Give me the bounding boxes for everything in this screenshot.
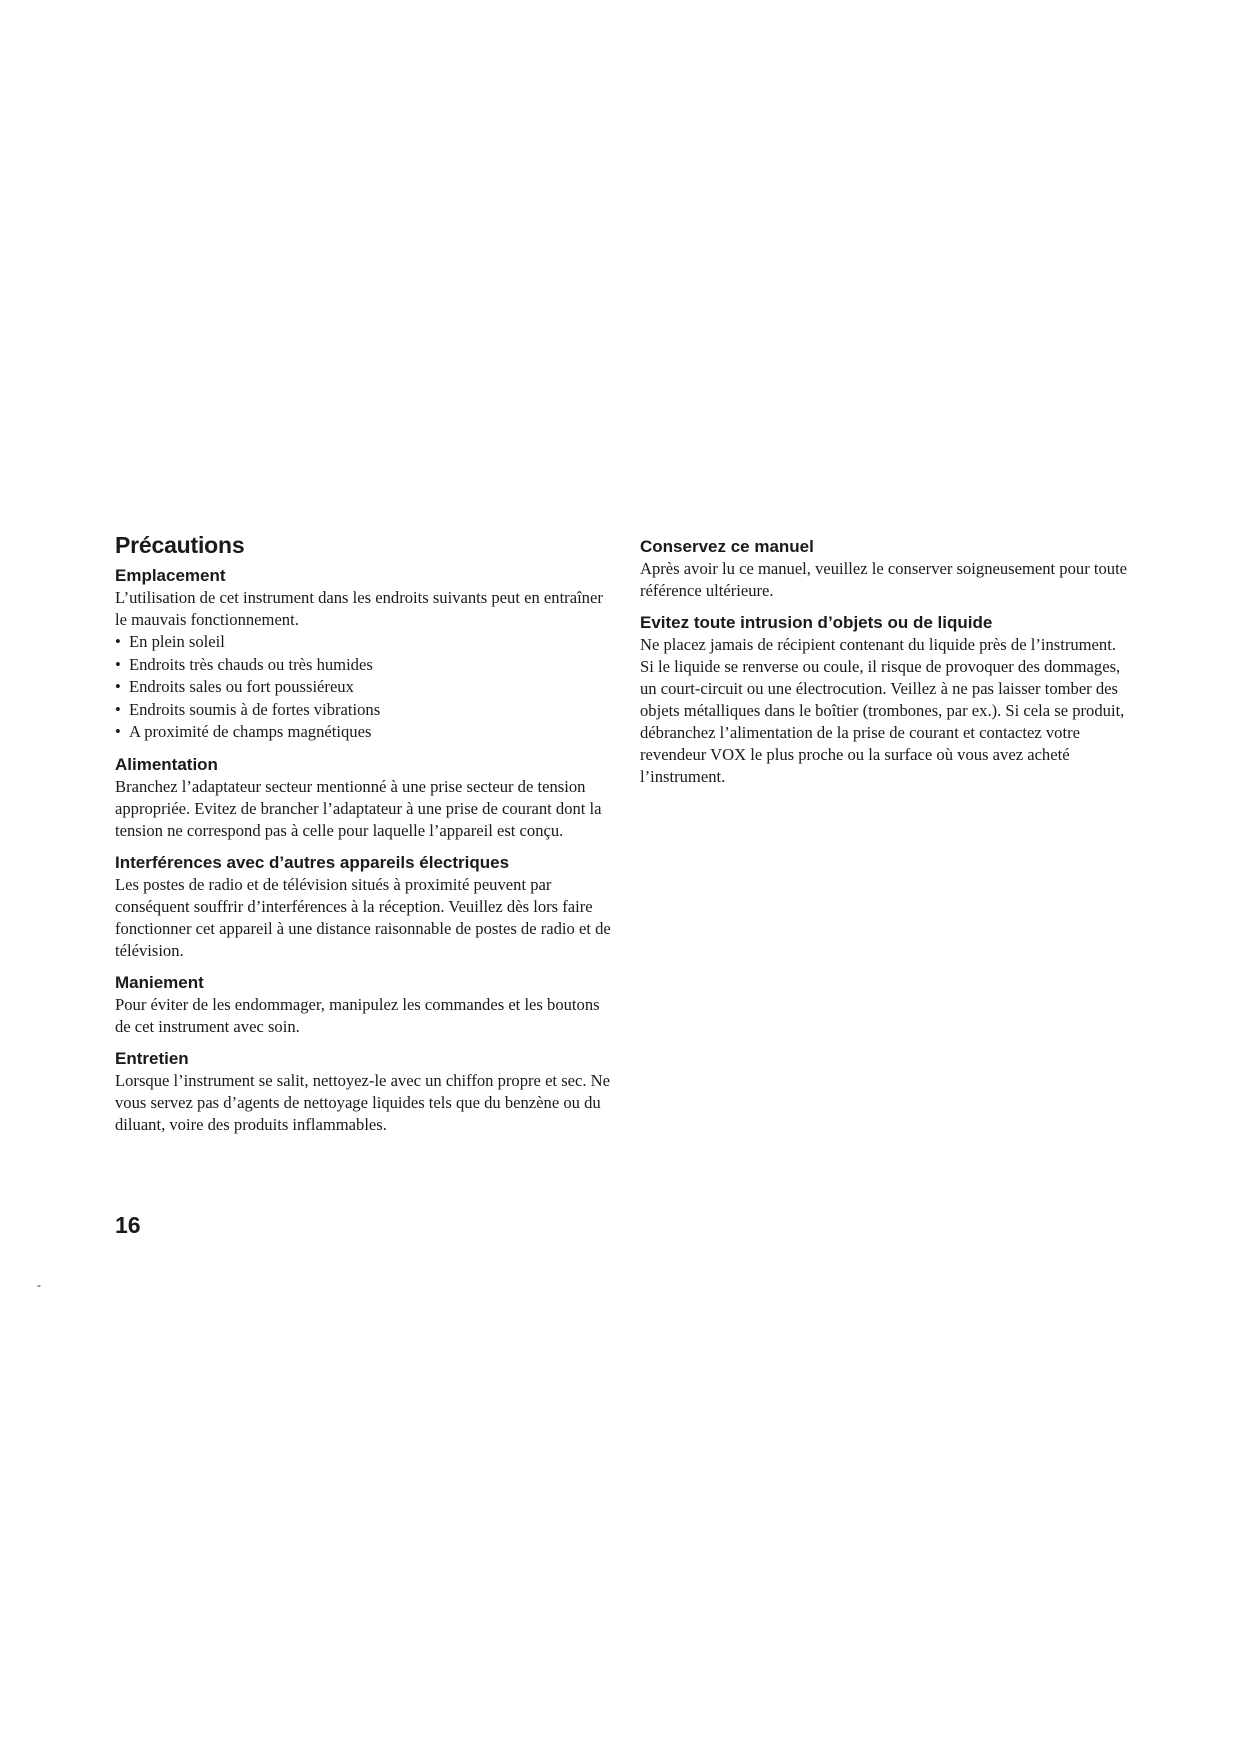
section-heading: Maniement bbox=[115, 972, 204, 992]
list-item: • Endroits soumis à de fortes vibrations bbox=[115, 699, 615, 722]
section-intrusion bbox=[640, 612, 1130, 788]
list-item: • Endroits sales ou fort poussiéreux bbox=[115, 676, 615, 699]
section-body: Pour éviter de les endommager, manipulez les commandes et les boutons de cet instrument avec soin. bbox=[115, 994, 600, 1036]
section-body: Les postes de radio et de télévision situés à proximité peuvent par conséquent souffrir d’interférences à la réception. Veuillez dès lors faire fonctionner cet appareil à une distance raisonnable de postes de radio et de télévision. bbox=[115, 874, 611, 960]
section-heading: Alimentation bbox=[115, 754, 218, 774]
section-heading: Evitez toute intrusion d’objets ou de liquide bbox=[640, 613, 993, 632]
section-interferences bbox=[115, 852, 615, 962]
list-item: • En plein soleil bbox=[115, 631, 615, 654]
page-number: 16 bbox=[115, 1212, 141, 1238]
list-item: • Endroits très chauds ou très humides bbox=[115, 654, 615, 677]
section-body: L’utilisation de cet instrument dans les endroits suivants peut en entraîner le mauvais fonctionnement. bbox=[115, 588, 603, 629]
section-conservez bbox=[640, 536, 1130, 602]
section-body: Ne placez jamais de récipient contenant du liquide près de l’instrument. Si le liquide se renverse ou coule, il risque de provoquer des dommages, un court-circuit ou une électrocution. Veillez à ne pas laisser tomber des objets métalliques dans le boîtier (trombones, par ex.). Si cela se produit, débranchez l’alimentation de la prise de courant et contactez votre revendeur VOX le plus proche ou la surface où vous avez acheté l’instrument. bbox=[640, 635, 1125, 786]
section-entretien bbox=[115, 1048, 615, 1136]
section-body: Branchez l’adaptateur secteur mentionné à une prise secteur de tension appropriée. Evitez de brancher l’adaptateur à une prise de courant dont la tension ne correspond pas à celle pour laquelle l’appareil est conçu. bbox=[115, 776, 602, 840]
right-column bbox=[640, 536, 1130, 798]
section-heading: Conservez ce manuel bbox=[640, 537, 814, 556]
page-title: Précautions bbox=[115, 532, 245, 558]
section-alimentation bbox=[115, 754, 615, 842]
section-body: Lorsque l’instrument se salit, nettoyez-le avec un chiffon propre et sec. Ne vous servez pas d’agents de nettoyage liquides tels que du benzène ou du diluant, voire des produits inflammables. bbox=[115, 1070, 611, 1134]
section-heading: Emplacement bbox=[115, 566, 226, 585]
section-emplacement bbox=[115, 565, 615, 744]
list-item: • A proximité de champs magnétiques bbox=[115, 721, 615, 744]
left-column bbox=[115, 532, 615, 1146]
section-heading: Entretien bbox=[115, 1048, 189, 1068]
margin-mark: - bbox=[37, 1278, 41, 1292]
section-heading: Interférences avec d’autres appareils électriques bbox=[115, 852, 510, 872]
section-body: Après avoir lu ce manuel, veuillez le conserver soigneusement pour toute référence ultérieure. bbox=[640, 559, 1128, 600]
location-list bbox=[115, 631, 615, 744]
section-maniement bbox=[115, 972, 615, 1038]
